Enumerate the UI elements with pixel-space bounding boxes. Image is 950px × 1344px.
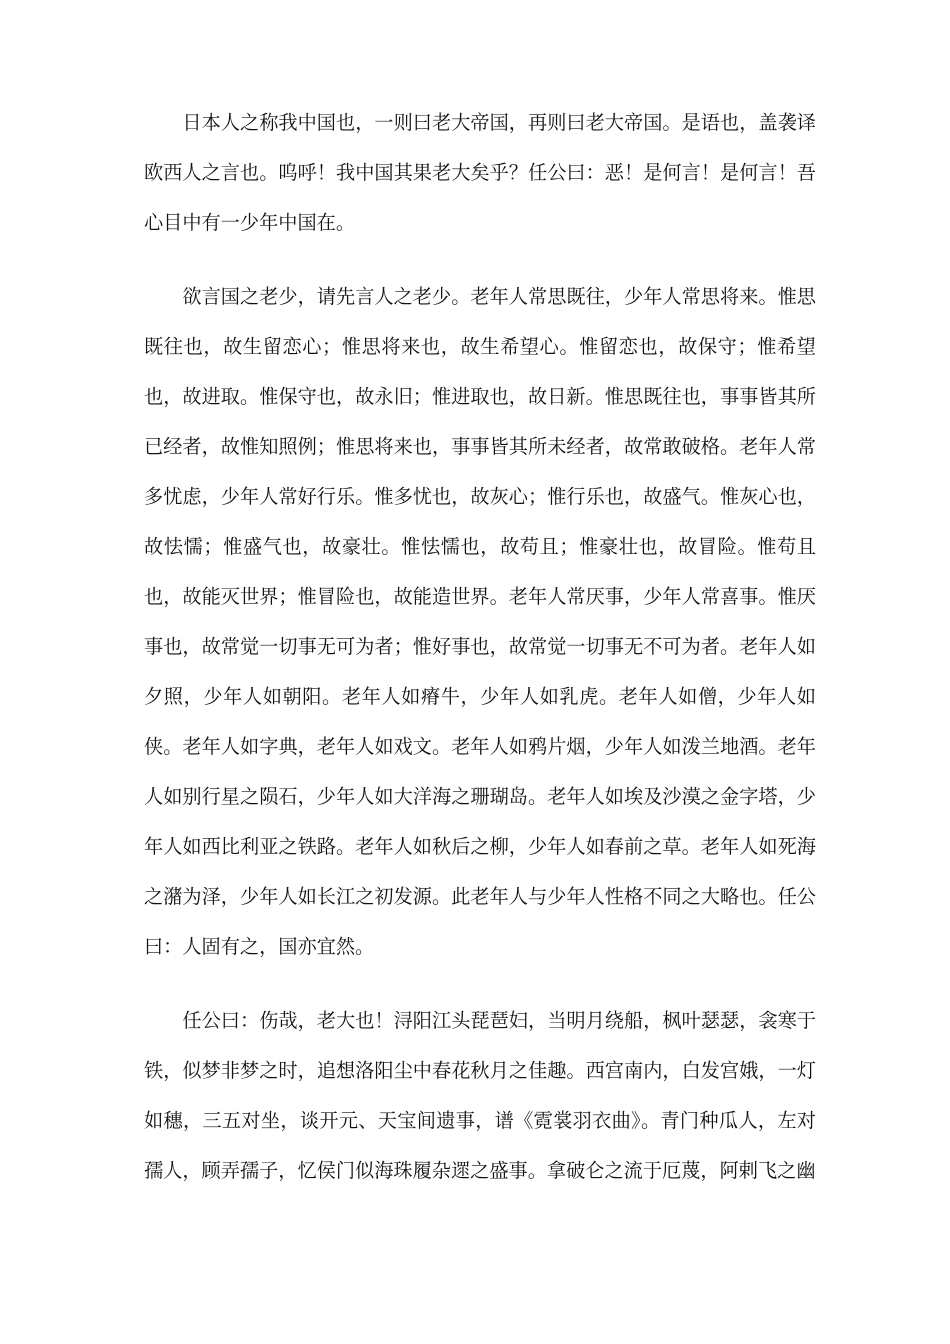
paragraph-1: 日本人之称我中国也，一则曰老大帝国，再则曰老大帝国。是语也，盖袭译欧西人之言也。呜呼！我中国其果老大矣乎？任公曰：恶！是何言！是何言！吾心目中有一少年中国在。 <box>144 111 816 234</box>
paragraph-2: 欲言国之老少，请先言人之老少。老年人常思既往，少年人常思将来。惟思既往也，故生留恋心；惟思将来也，故生希望心。惟留恋也，故保守；惟希望也，故进取。惟保守也，故永旧；惟进取也，故日新。惟思既往也，事事皆其所已经者，故惟知照例；惟思将来也，事事皆其所未经者，故常敢破格。老年人常多忧虑，少年人常好行乐。惟多忧也，故灰心；惟行乐也，故盛气。惟灰心也，故怯懦；惟盛气也，故豪壮。惟怯懦也，故苟且；惟豪壮也，故冒险。惟苟且也，故能灭世界；惟冒险也，故能造世界。老年人常厌事，少年人常喜事。惟厌事也，故常觉一切事无可为者；惟好事也，故常觉一切事无不可为者。老年人如夕照，少年人如朝阳。老年人如瘠牛，少年人如乳虎。老年人如僧，少年人如侠。老年人如字典，老年人如戏文。老年人如鸦片烟，少年人如泼兰地酒。老年人如别行星之陨石，少年人如大洋海之珊瑚岛。老年人如埃及沙漠之金字塔，少年人如西比利亚之铁路。老年人如秋后之柳，少年人如春前之草。老年人如死海之潴为泽，少年人如长江之初发源。此老年人与少年人性格不同之大略也。任公曰：人固有之，国亦宜然。 <box>144 285 816 958</box>
paragraph-3: 任公曰：伤哉，老大也！浔阳江头琵琶妇，当明月绕船，枫叶瑟瑟，衾寒于铁，似梦非梦之时，追想洛阳尘中春花秋月之佳趣。西宫南内，白发宫娥，一灯如穗，三五对坐，谈开元、天宝间遗事，谱《霓裳羽衣曲》。青门种瓜人，左对孺人，顾弄孺子，忆侯门似海珠履杂遝之盛事。拿破仑之流于厄蔑，阿剌飞之幽 <box>144 1009 816 1182</box>
document-page <box>144 98 816 1196</box>
